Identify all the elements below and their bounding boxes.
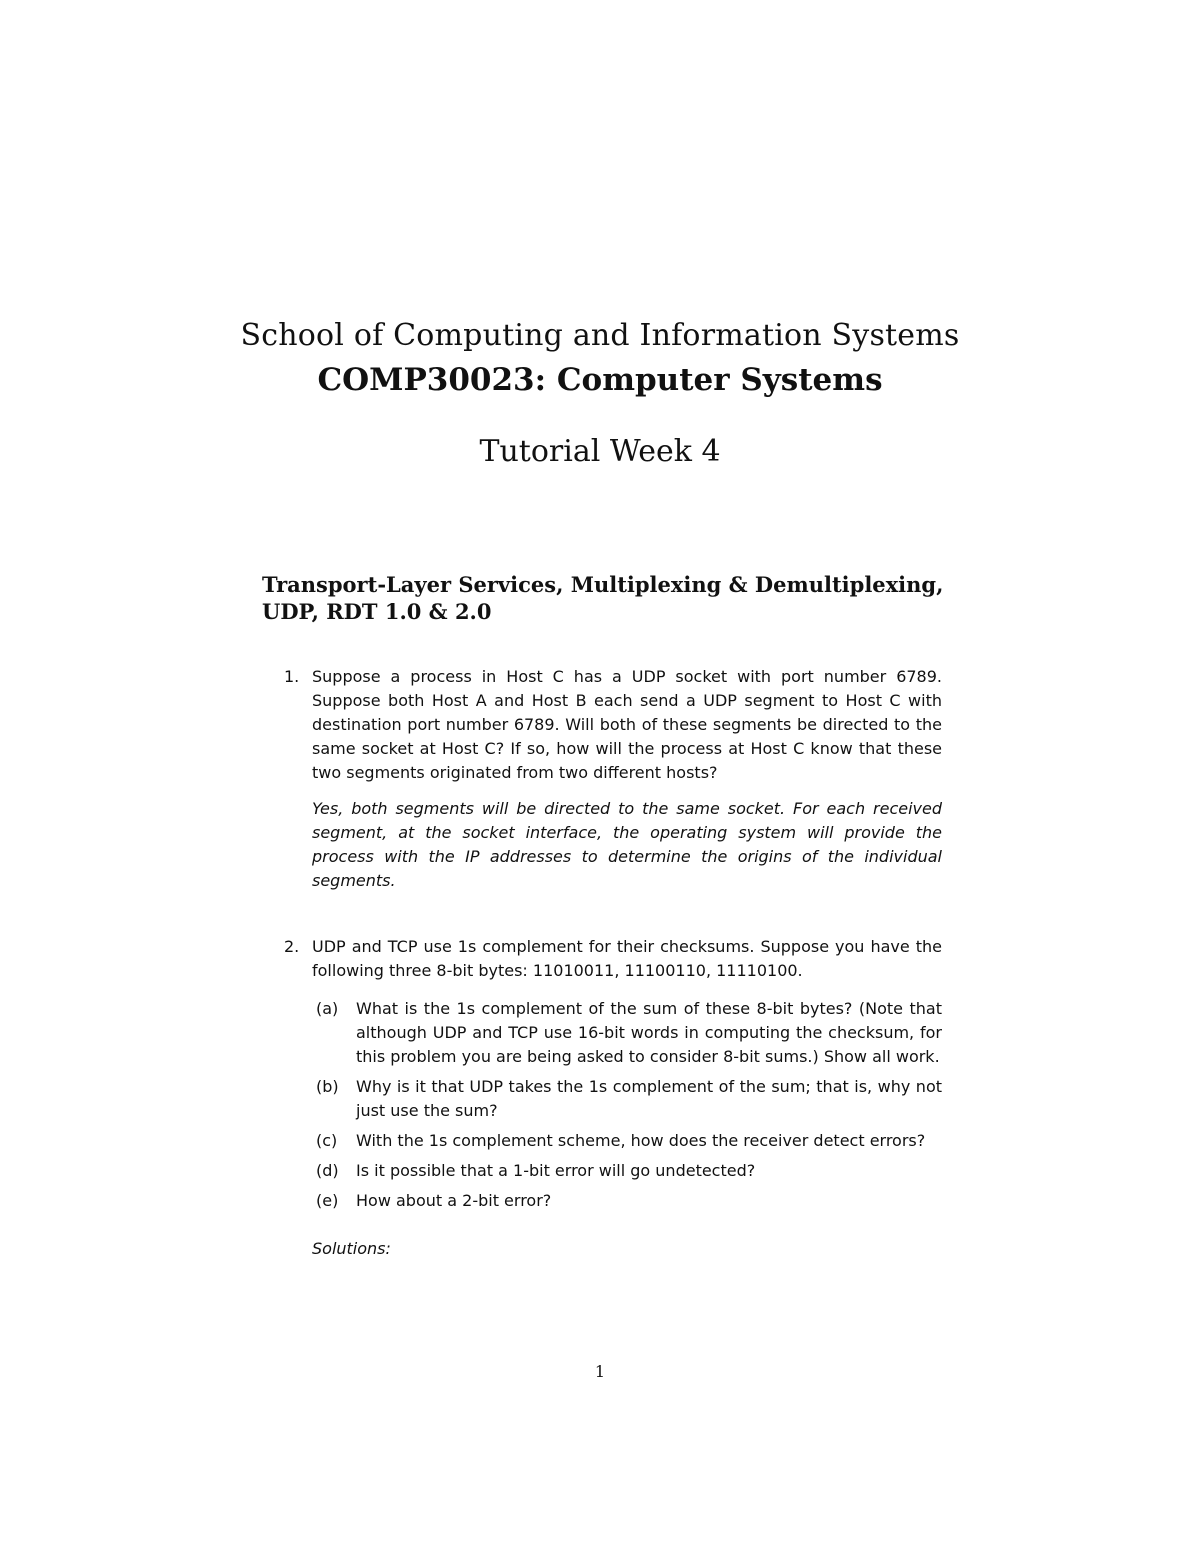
subpart-label: (b) — [316, 1077, 339, 1096]
subpart-text: How about a 2-bit error? — [356, 1191, 552, 1210]
subpart-list — [312, 997, 942, 1213]
subpart-label: (e) — [316, 1191, 339, 1210]
course-title: COMP30023: Computer Systems — [317, 362, 883, 398]
question-text: UDP and TCP use 1s complement for their checksums. Suppose you have the following three 8-bit bytes: 11010011, 11100110, 11110100. — [312, 937, 942, 980]
page-number: 1 — [594, 1362, 606, 1381]
subpart-b — [312, 1075, 942, 1123]
question-number: 2. — [284, 937, 300, 956]
subpart-label: (a) — [316, 999, 339, 1018]
subpart-a — [312, 997, 942, 1069]
answer-text: Yes, both segments will be directed to the same socket. For each received segment, at the socket interface, the operating system will provide the process with the IP addresses to determine the origins of the individual segments. — [312, 799, 942, 890]
question-2 — [262, 935, 942, 1261]
subpart-label: (d) — [316, 1161, 339, 1180]
subpart-text: Is it possible that a 1-bit error will go undetected? — [356, 1161, 756, 1180]
question-number: 1. — [284, 667, 300, 686]
tutorial-title: Tutorial Week 4 — [479, 434, 721, 469]
subpart-text: Why is it that UDP takes the 1s complement of the sum; that is, why not just use the sum? — [356, 1077, 942, 1120]
subpart-text: What is the 1s complement of the sum of these 8-bit bytes? (Note that although UDP and TCP use 16-bit words in computing the checksum, for this problem you are being asked to consider 8-bit sums.) Show all work. — [356, 999, 942, 1066]
subpart-c — [312, 1129, 942, 1153]
subpart-text: With the 1s complement scheme, how does the receiver detect errors? — [356, 1131, 926, 1150]
subpart-e — [312, 1189, 942, 1213]
question-1 — [262, 665, 942, 893]
question-list — [262, 665, 942, 1261]
question-text: Suppose a process in Host C has a UDP socket with port number 6789. Suppose both Host A and Host B each send a UDP segment to Host C with destination port number 6789. Will both of these segments be directed to the same socket at Host C? If so, how will the process at Host C know that these two segments originated from two different hosts? — [312, 667, 942, 782]
subpart-label: (c) — [316, 1131, 338, 1150]
subpart-d — [312, 1159, 942, 1183]
solutions-label: Solutions: — [312, 1239, 391, 1258]
school-title: School of Computing and Information Systems — [240, 318, 960, 353]
section-heading: Transport-Layer Services, Multiplexing & Demultiplexing, UDP, RDT 1.0 & 2.0 — [262, 572, 944, 624]
